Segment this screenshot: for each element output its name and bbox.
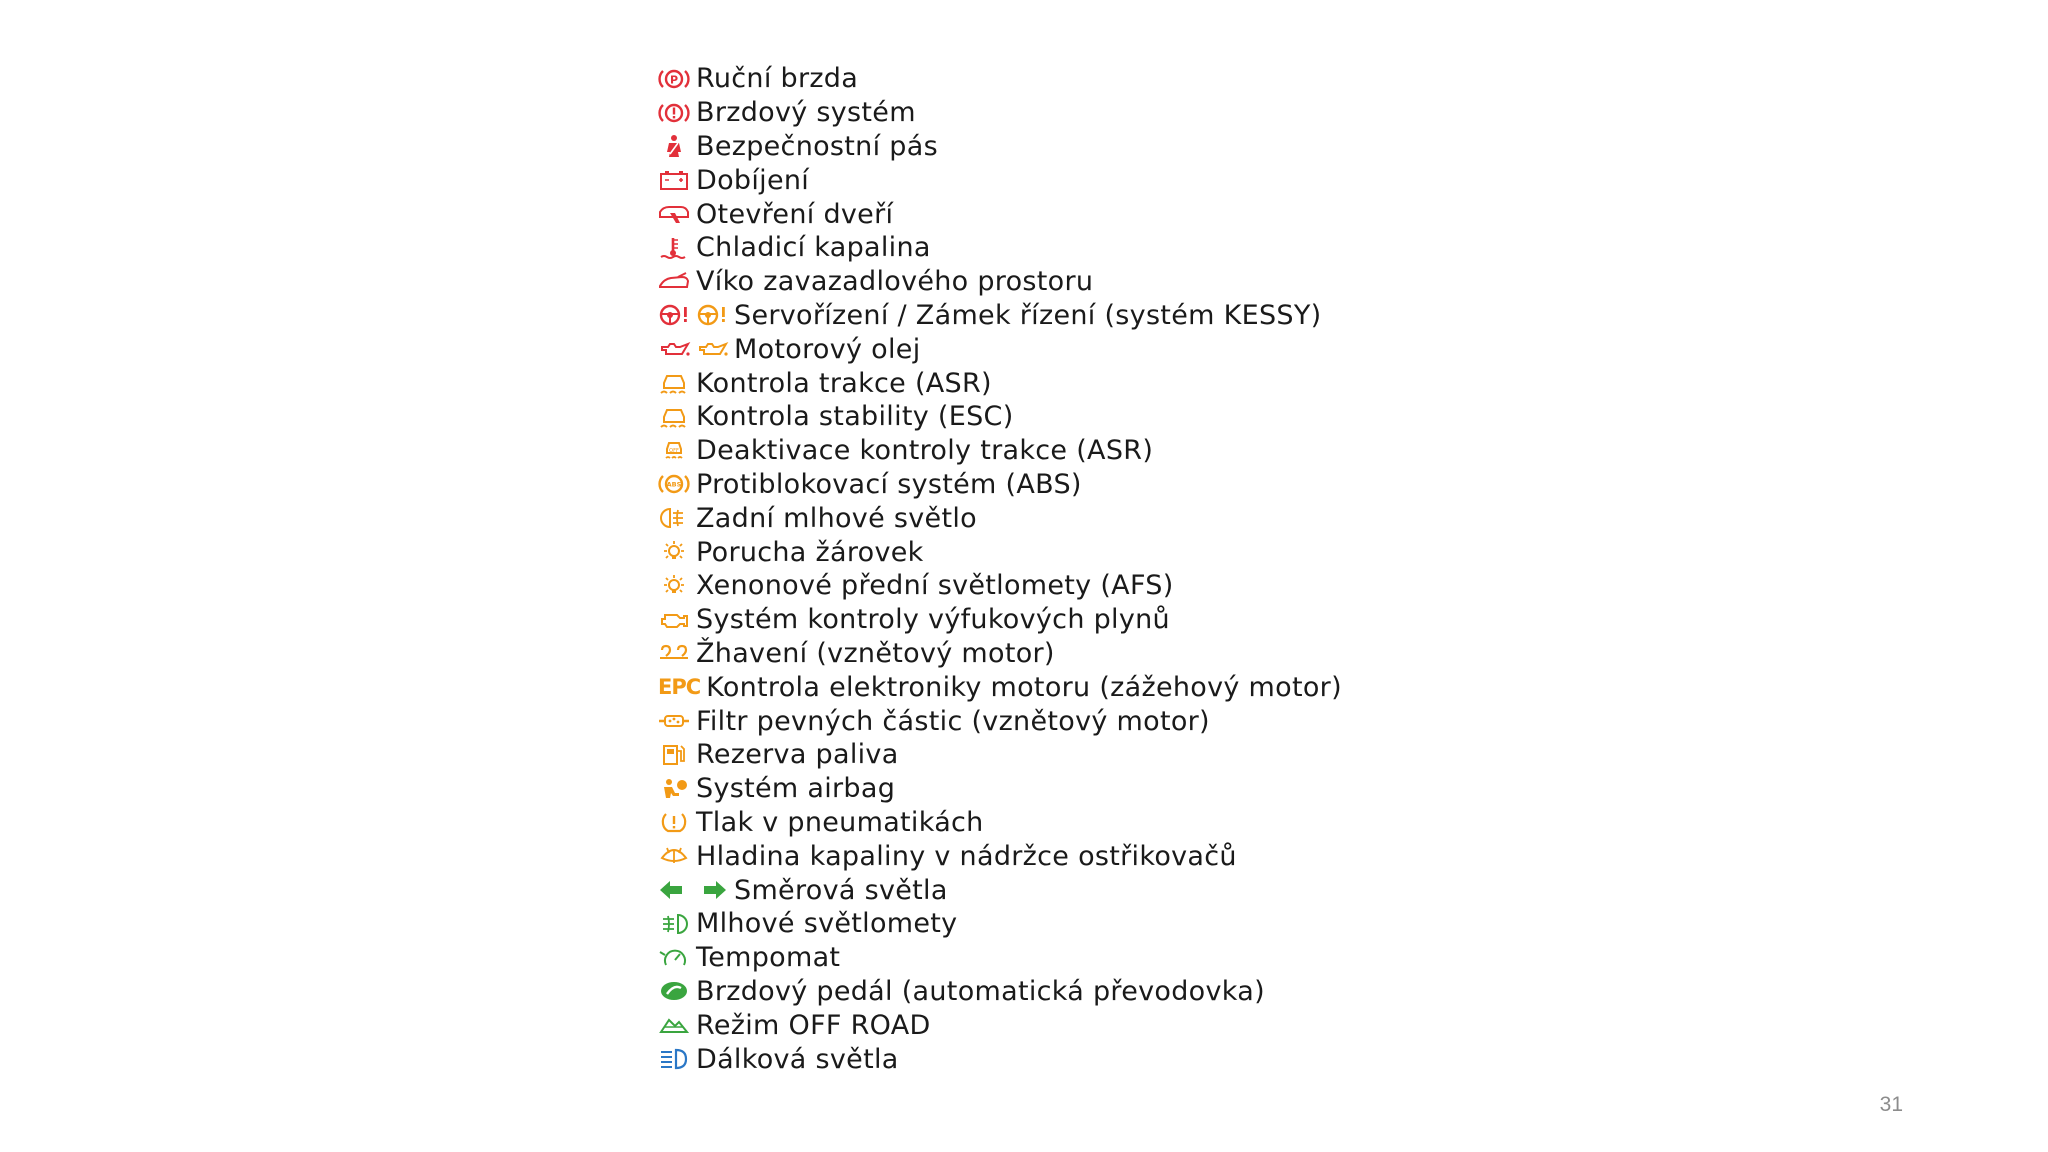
legend-item-label: Motorový olej	[734, 333, 921, 365]
cruise-control-icon	[658, 946, 690, 970]
legend-item-icons	[658, 371, 690, 395]
legend-item-icons	[658, 641, 690, 665]
glow-plug-icon	[658, 641, 690, 665]
legend-item-label: Dálková světla	[696, 1043, 899, 1075]
oil-can-icon	[658, 337, 690, 361]
legend-item-icons	[658, 472, 690, 496]
legend-item	[658, 231, 1342, 265]
legend-item-icons	[658, 979, 690, 1003]
legend-item	[658, 96, 1342, 130]
legend-item	[658, 941, 1342, 975]
legend-item-icons	[658, 540, 690, 564]
epc-icon: EPC	[658, 675, 701, 700]
legend-item	[658, 299, 1342, 333]
legend-item	[658, 535, 1342, 569]
door-open-icon	[658, 202, 690, 226]
brake-pedal-icon	[658, 979, 690, 1003]
warning-lights-legend	[658, 62, 1342, 1076]
legend-item	[658, 197, 1342, 231]
legend-item-label: Chladicí kapalina	[696, 232, 931, 264]
legend-item-icons	[658, 844, 690, 868]
legend-item-label: Víko zavazadlového prostoru	[696, 266, 1094, 298]
seatbelt-icon	[658, 134, 690, 158]
traction-control-icon	[658, 371, 690, 395]
legend-item-label: Systém airbag	[696, 773, 896, 805]
legend-item-icons	[658, 1013, 690, 1037]
battery-icon	[658, 168, 690, 192]
legend-item-label: Zadní mlhové světlo	[696, 502, 977, 534]
xenon-headlight-icon	[658, 574, 690, 598]
legend-item-label: Bezpečnostní pás	[696, 130, 938, 162]
legend-item	[658, 366, 1342, 400]
legend-item	[658, 163, 1342, 197]
legend-item-icons	[658, 101, 690, 125]
legend-item-label: Kontrola trakce (ASR)	[696, 367, 992, 399]
legend-item-label: Filtr pevných částic (vznětový motor)	[696, 705, 1210, 737]
high-beam-icon	[658, 1047, 690, 1071]
svg-text:OFF: OFF	[669, 447, 679, 454]
legend-item-icons	[658, 303, 728, 327]
legend-item-icons	[658, 405, 690, 429]
legend-item	[658, 569, 1342, 603]
legend-item-label: Tempomat	[696, 942, 841, 974]
parking-brake-icon	[658, 67, 690, 91]
legend-item-label: Ruční brzda	[696, 63, 859, 95]
legend-item	[658, 1008, 1342, 1042]
legend-item-label: Mlhové světlomety	[696, 908, 958, 940]
legend-item	[658, 501, 1342, 535]
svg-text:P: P	[669, 73, 679, 87]
stability-control-icon	[658, 405, 690, 429]
legend-item-icons	[658, 202, 690, 226]
legend-item-icons	[658, 439, 690, 463]
legend-item-icons	[658, 743, 690, 767]
particle-filter-icon	[658, 709, 690, 733]
legend-item-icons	[658, 675, 700, 699]
steering-warning-icon	[696, 303, 728, 327]
page-number: 31	[1879, 1093, 1903, 1116]
traction-off-icon	[658, 439, 690, 463]
legend-item-label: Systém kontroly výfukových plynů	[696, 604, 1170, 636]
legend-item-label: Porucha žárovek	[696, 536, 924, 568]
oil-can-icon	[696, 337, 728, 361]
legend-item-label: Kontrola elektroniky motoru (zážehový motor)	[706, 671, 1342, 703]
legend-item-icons	[658, 168, 690, 192]
legend-item-label: Brzdový systém	[696, 97, 916, 129]
legend-item	[658, 400, 1342, 434]
legend-item	[658, 332, 1342, 366]
legend-item-icons	[658, 134, 690, 158]
legend-item-label: Režim OFF ROAD	[696, 1009, 931, 1041]
legend-item-label: Protiblokovací systém (ABS)	[696, 468, 1082, 500]
legend-item-icons	[658, 946, 690, 970]
legend-item-label: Tlak v pneumatikách	[696, 806, 984, 838]
legend-item-icons	[658, 912, 690, 936]
engine-emission-icon	[658, 608, 690, 632]
legend-item-icons	[658, 236, 690, 260]
legend-item-label: Rezerva paliva	[696, 739, 899, 771]
legend-item	[658, 839, 1342, 873]
legend-item-label: Xenonové přední světlomety (AFS)	[696, 570, 1174, 602]
legend-item-label: Brzdový pedál (automatická převodovka)	[696, 975, 1265, 1007]
legend-item-icons	[658, 878, 728, 902]
legend-item-label: Deaktivace kontroly trakce (ASR)	[696, 435, 1154, 467]
brake-system-icon	[658, 101, 690, 125]
legend-item-icons	[658, 574, 690, 598]
legend-item	[658, 907, 1342, 941]
trunk-lid-icon	[658, 270, 690, 294]
legend-item	[658, 873, 1342, 907]
legend-item	[658, 468, 1342, 502]
off-road-icon	[658, 1013, 690, 1037]
fuel-pump-icon	[658, 743, 690, 767]
legend-item	[658, 62, 1342, 96]
legend-item-label: Dobíjení	[696, 164, 810, 196]
legend-item	[658, 637, 1342, 671]
bulb-failure-icon	[658, 540, 690, 564]
legend-item-icons	[658, 270, 690, 294]
rear-fog-light-icon	[658, 506, 690, 530]
coolant-icon	[658, 236, 690, 260]
legend-item	[658, 265, 1342, 299]
legend-item	[658, 704, 1342, 738]
steering-warning-icon	[658, 303, 690, 327]
legend-item-label: Žhavení (vznětový motor)	[696, 637, 1055, 669]
abs-icon	[658, 472, 690, 496]
legend-item	[658, 670, 1342, 704]
turn-signal-left-icon	[658, 878, 690, 902]
legend-item-icons	[658, 777, 690, 801]
legend-item-label: Servořízení / Zámek řízení (systém KESSY)	[734, 299, 1322, 331]
legend-item-icons	[658, 67, 690, 91]
front-fog-light-icon	[658, 912, 690, 936]
tire-pressure-icon	[658, 810, 690, 834]
legend-item	[658, 738, 1342, 772]
washer-fluid-icon	[658, 844, 690, 868]
legend-item	[658, 1042, 1342, 1076]
legend-item-label: Směrová světla	[734, 874, 948, 906]
legend-item-icons	[658, 506, 690, 530]
legend-item-label: Hladina kapaliny v nádržce ostřikovačů	[696, 840, 1237, 872]
turn-signal-right-icon	[696, 878, 728, 902]
legend-item	[658, 806, 1342, 840]
legend-item-icons	[658, 810, 690, 834]
legend-item	[658, 603, 1342, 637]
legend-item-label: Otevření dveří	[696, 198, 894, 230]
legend-item-icons	[658, 337, 728, 361]
legend-item	[658, 434, 1342, 468]
svg-text:ABS: ABS	[666, 480, 682, 489]
legend-item	[658, 772, 1342, 806]
airbag-icon	[658, 777, 690, 801]
legend-item	[658, 130, 1342, 164]
legend-item-icons	[658, 608, 690, 632]
legend-item-icons	[658, 1047, 690, 1071]
legend-item-label: Kontrola stability (ESC)	[696, 401, 1014, 433]
legend-item	[658, 975, 1342, 1009]
legend-item-icons	[658, 709, 690, 733]
